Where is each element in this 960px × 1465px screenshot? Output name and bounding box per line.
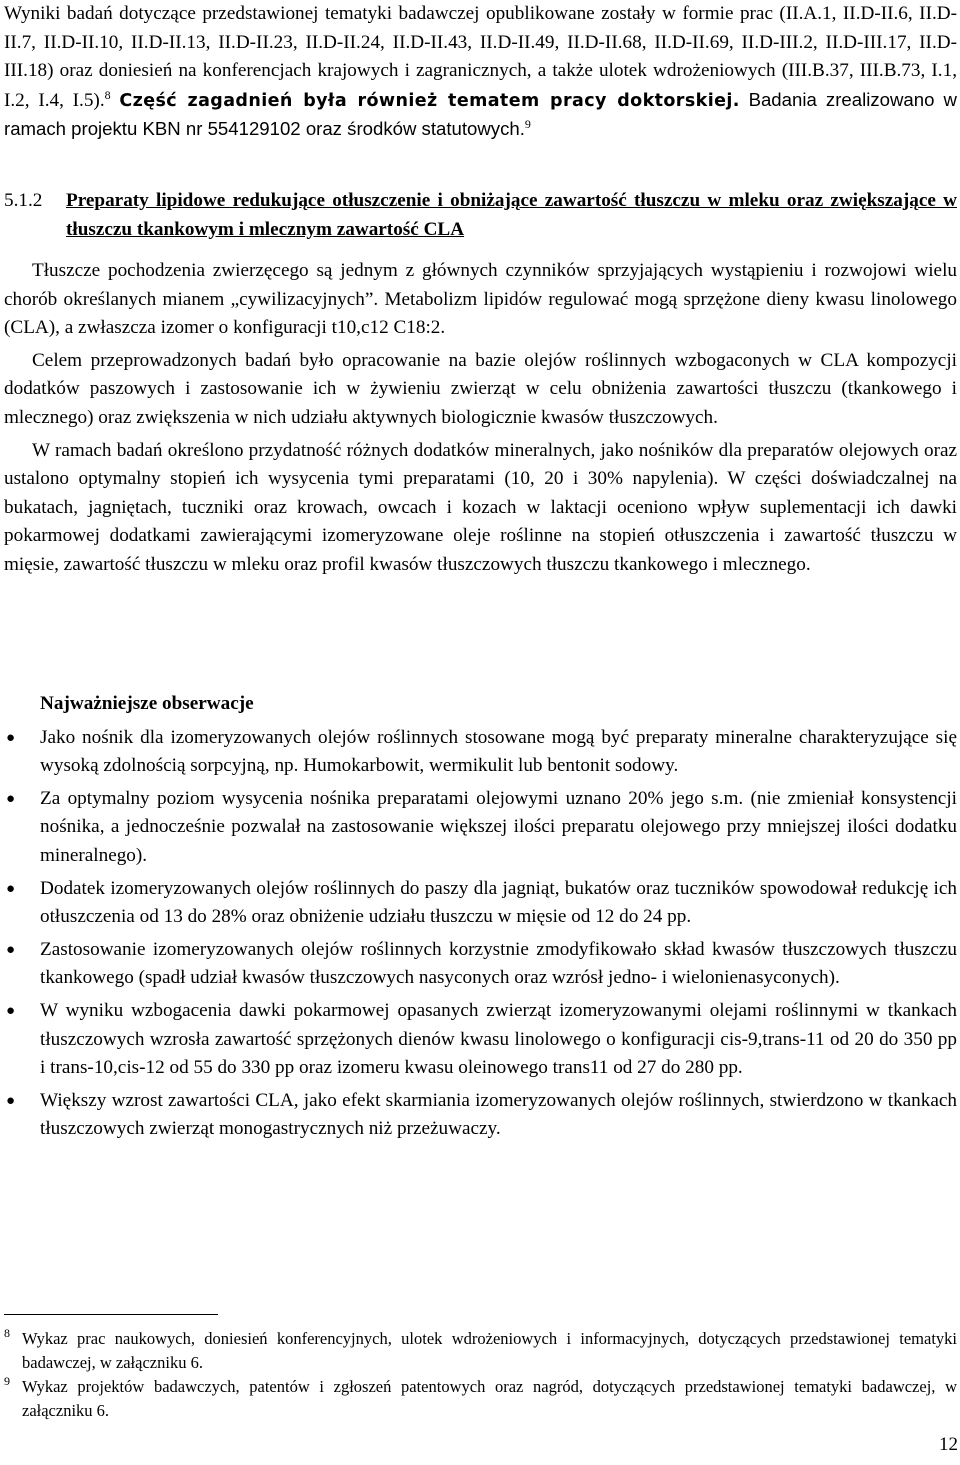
list-item: ● Większy wzrost zawartości CLA, jako efekt skarmiania izomeryzowanych olejów roślinnych, stwierdzono w tkankach tłuszczowych zwierząt monogastrycznych niż przeżuwaczy. xyxy=(4,1087,957,1144)
section-title: Preparaty lipidowe redukujące otłuszczenie i obniżające zawartość tłuszczu w mleku oraz zwiększające w tłuszczu tkankowym i mlecznym zawartość CLA xyxy=(66,190,957,240)
body-paragraph: Tłuszcze pochodzenia zwierzęcego są jednym z głównych czynników sprzyjających wystąpieniu i rozwojowi wielu chorób określanych mianem „cywilizacyjnych”. Metabolizm lipidów regulować mogą sprzężone dieny kwasu linolowego (CLA), a zwłaszcza izomer o konfiguracji t10,c12 C18:2. xyxy=(4,260,957,339)
bullet-icon: ● xyxy=(6,729,16,746)
list-item: ● Dodatek izomeryzowanych olejów roślinnych do paszy dla jagniąt, bukatów oraz tuczników spowodował redukcję ich otłuszczenia od 13 do 28% oraz obniżenie udziału tłuszczu w mięsie od 12 do 24 pp. xyxy=(4,875,957,932)
footnote-ref-8[interactable]: 8 xyxy=(104,87,111,102)
observations-heading: Najważniejsze obserwacje xyxy=(40,693,254,714)
funding-note: Badania zrealizowano w ramach projektu KBN nr 554129102 oraz środków statutowych. xyxy=(4,88,957,140)
list-item: ● Jako nośnik dla izomeryzowanych olejów roślinnych stosowane mogą być preparaty mineralne charakteryzujące się wysoką zdolnością sorpcyjną, np. Humokarbowit, wermikulit lub bentonit sodowy. xyxy=(4,724,957,781)
section-number: 5.1.2 xyxy=(4,190,43,211)
footnote-divider xyxy=(4,1314,218,1315)
list-item: ● Zastosowanie izomeryzowanych olejów roślinnych korzystnie zmodyfikowało skład kwasów tłuszczowych tłuszczu tkankowego (spadł udział kwasów tłuszczowych nasyconych oraz wzrósł jedno- i wielonienasyconych). xyxy=(4,936,957,993)
footnote-text: Wykaz prac naukowych, doniesień konferencyjnych, ulotek wdrożeniowych i informacyjnych, dotyczących przedstawionej tematyki badawczej, w załączniku 6. xyxy=(22,1329,957,1372)
section-body xyxy=(4,257,957,584)
bullet-icon: ● xyxy=(6,790,16,807)
body-paragraph: Celem przeprowadzonych badań było opracowanie na bazie olejów roślinnych wzbogaconych w CLA kompozycji dodatków paszowych i zastosowanie ich w żywieniu zwierząt w celu obniżenia zawartości tłuszczu (tkankowego i mlecznego) oraz zwiększenia w nich udziału aktywnych biologicznie kwasów tłuszczowych. xyxy=(4,349,957,428)
bullet-icon: ● xyxy=(6,941,16,958)
body-paragraph: W ramach badań określono przydatność różnych dodatków mineralnych, jako nośników dla preparatów olejowych oraz ustalono optymalny stopień ich wysycenia tymi preparatami (10, 20 i 30% napylenia). W części doświadczalnej na bukatach, jagniętach, tuczniki oraz krowach, owcach i kozach w laktacji oceniono wpływ suplementacji ich dawki pokarmowej dodatkami zawierającymi izomeryzowane oleje roślinne na stopień otłuszczenia i zawartość tłuszczu w mięsie, zawartość tłuszczu w mleku oraz profil kwasów tłuszczowych tłuszczu tkankowego i mlecznego. xyxy=(4,439,957,575)
footnote-8 xyxy=(4,1327,957,1375)
footnote-ref-9[interactable]: 9 xyxy=(524,117,531,132)
section-heading xyxy=(4,187,957,244)
bullet-icon: ● xyxy=(6,880,16,897)
footnote-mark: 9 xyxy=(4,1374,10,1388)
footnotes xyxy=(4,1327,957,1423)
doctoral-note: Część zagadnień była również tematem pracy doktorskiej. xyxy=(119,90,740,111)
bullet-icon: ● xyxy=(6,1002,16,1019)
page-number: 12 xyxy=(939,1434,958,1455)
list-item: ● Za optymalny poziom wysycenia nośnika preparatami olejowymi uznano 20% jego s.m. (nie zmieniał konsystencji nośnika, a jednocześnie pozwalał na zastosowanie większej ilości preparatu olejowego przy mniejszej ilości dodatku mineralnego). xyxy=(4,785,957,871)
bullet-icon: ● xyxy=(6,1092,16,1109)
observations-block xyxy=(4,690,957,1148)
intro-paragraph xyxy=(4,0,957,145)
footnote-text: Wykaz projektów badawczych, patentów i zgłoszeń patentowych oraz nagród, dotyczących przedstawionej tematyki badawczej, w załączniku 6. xyxy=(22,1377,957,1420)
intro-text: Wyniki badań dotyczące przedstawionej tematyki badawczej opublikowane zostały w formie prac (II.A.1, II.D-II.6, II.D-II.7, II.D-II.10, II.D-II.13, II.D-II.23, II.D-II.24, II.D-II.43, II.D-II.49, II.D-II.68, II.D-II.69, II.D-III.2, II.D-III.17, II.D-III.18) oraz doniesień na konferencjach krajowych i zagranicznych, a także ulotek wdrożeniowych (III.B.37, III.B.73, I.1, I.2, I.4, I.5). xyxy=(4,3,957,111)
footnote-9 xyxy=(4,1375,957,1423)
list-item: ● W wyniku wzbogacenia dawki pokarmowej opasanych zwierząt izomeryzowanymi olejami roślinnymi w tkankach tłuszczowych wzrosła zawartość sprzężonych dienów kwasu linolowego o konfiguracji cis-9,trans-11 od 20 do 350 pp i trans-10,cis-12 od 55 do 330 pp oraz izomeru kwasu oleinowego trans11 od 27 do 280 pp. xyxy=(4,997,957,1083)
footnote-mark: 8 xyxy=(4,1326,10,1340)
observations-list xyxy=(4,724,957,1144)
